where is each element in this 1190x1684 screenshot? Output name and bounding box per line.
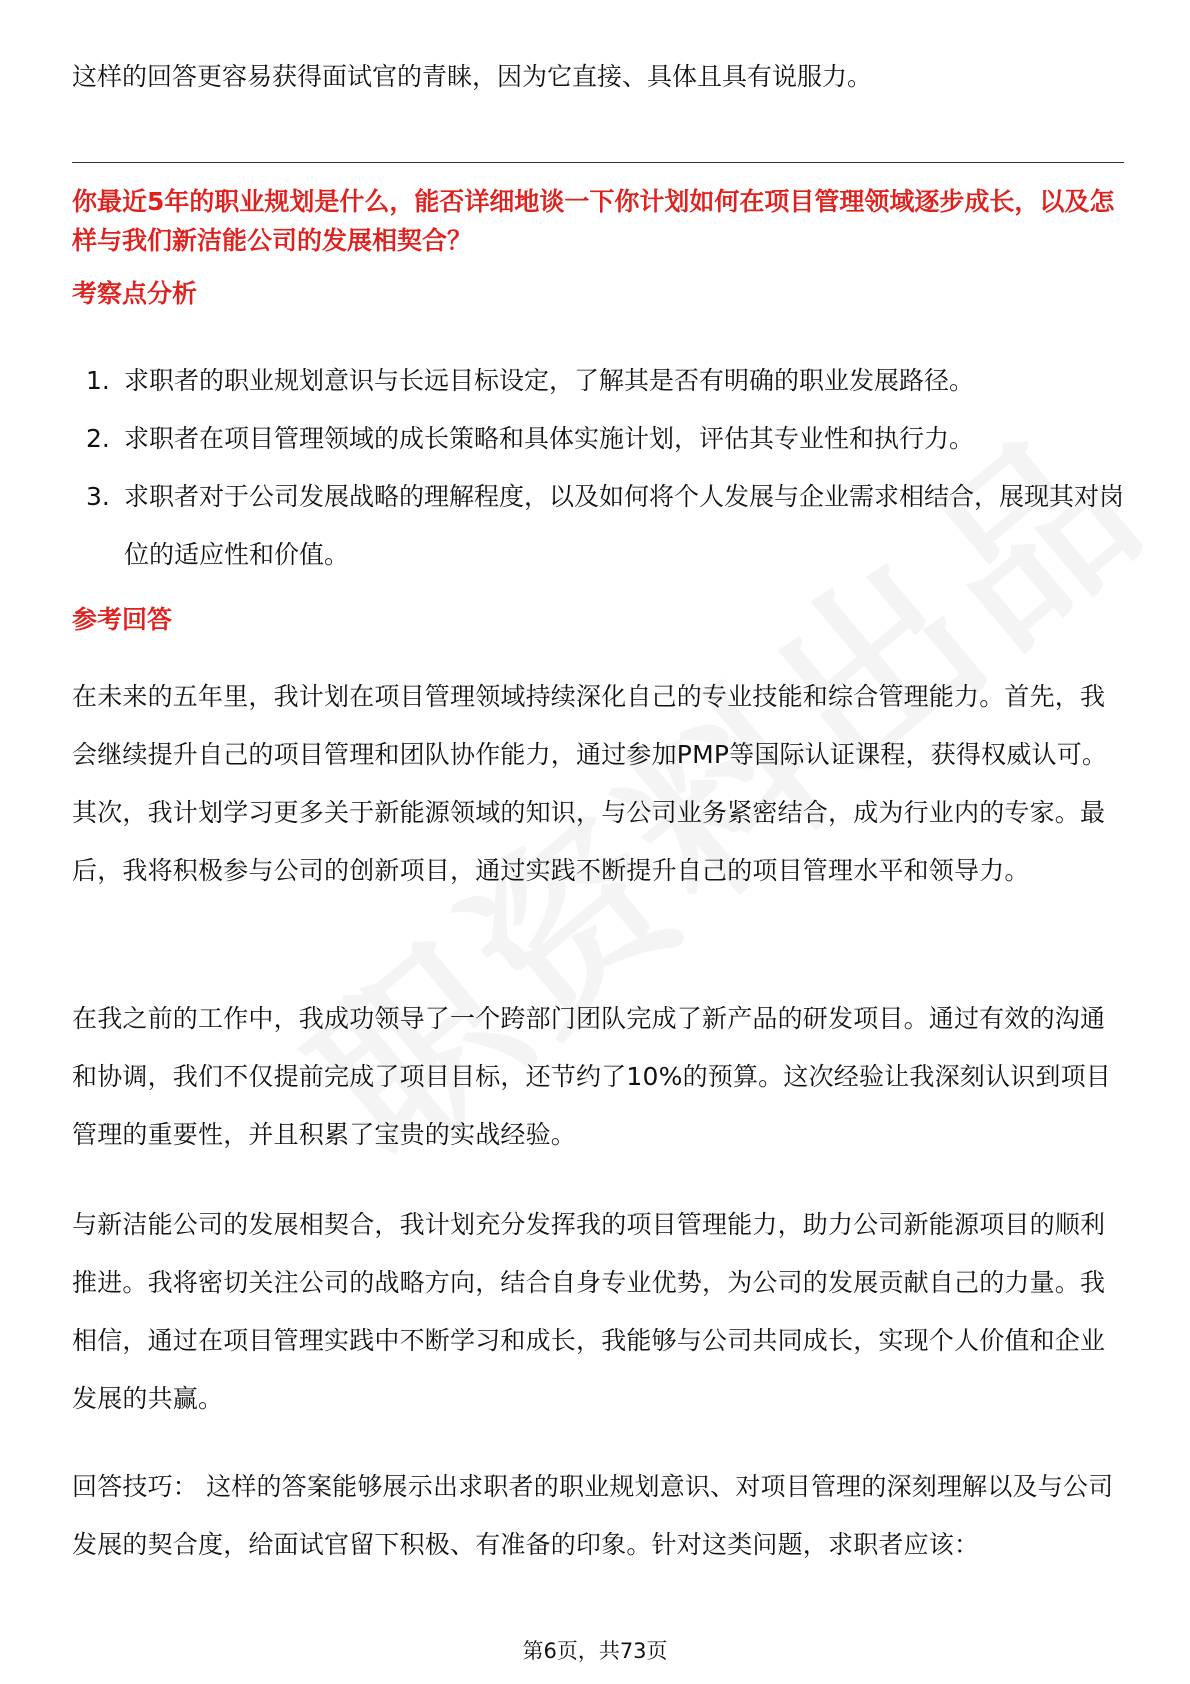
list-text: 求职者的职业规划意识与长远目标设定，了解其是否有明确的职业发展路径。 (124, 366, 975, 395)
question-title: 你最近5年的职业规划是什么，能否详细地谈一下你计划如何在项目管理领域逐步成长，以及怎样与我们新洁能公司的发展相契合？ (72, 187, 1115, 255)
answer-tips-paragraph: 回答技巧： 这样的答案能够展示出求职者的职业规划意识、对项目管理的深刻理解以及与公司发展的契合度，给面试官留下积极、有准备的印象。针对这类问题，求职者应该： (72, 1472, 1114, 1559)
list-item (72, 352, 1124, 410)
list-item (72, 468, 1124, 584)
list-text: 求职者对于公司发展战略的理解程度，以及如何将个人发展与企业需求相结合，展现其对岗位的适应性和价值。 (124, 482, 1125, 569)
list-text: 求职者在项目管理领域的成长策略和具体实施计划，评估其专业性和执行力。 (124, 424, 975, 453)
divider (72, 162, 1124, 163)
answer-heading: 参考回答 (72, 605, 173, 634)
answer-paragraph: 与新洁能公司的发展相契合，我计划充分发挥我的项目管理能力，助力公司新能源项目的顺利推进。我将密切关注公司的战略方向，结合自身专业优势，为公司的发展贡献自己的力量。我相信，通过在项目管理实践中不断学习和成长，我能够与公司共同成长，实现个人价值和企业发展的共赢。 (72, 1210, 1106, 1413)
list-number: 2. (86, 424, 110, 453)
list-number: 3. (86, 482, 110, 511)
page-footer: 第6页，共73页 (522, 1639, 668, 1663)
intro-line: 这样的回答更容易获得面试官的青睐，因为它直接、具体且具有说服力。 (72, 62, 873, 91)
answer-paragraph: 在我之前的工作中，我成功领导了一个跨部门团队完成了新产品的研发项目。通过有效的沟通和协调，我们不仅提前完成了项目目标，还节约了10%的预算。这次经验让我深刻认识到项目管理的重要性，并且积累了宝贵的实战经验。 (72, 1004, 1111, 1149)
answer-paragraph: 在未来的五年里，我计划在项目管理领域持续深化自己的专业技能和综合管理能力。首先，我会继续提升自己的项目管理和团队协作能力，通过参加PMP等国际认证课程，获得权威认可。其次，我计划学习更多关于新能源领域的知识，与公司业务紧密结合，成为行业内的专家。最后，我将积极参与公司的创新项目，通过实践不断提升自己的项目管理水平和领导力。 (72, 682, 1108, 885)
list-item (72, 410, 1124, 468)
analysis-list (72, 352, 1124, 584)
list-number: 1. (86, 366, 110, 395)
analysis-heading: 考察点分析 (72, 279, 198, 308)
